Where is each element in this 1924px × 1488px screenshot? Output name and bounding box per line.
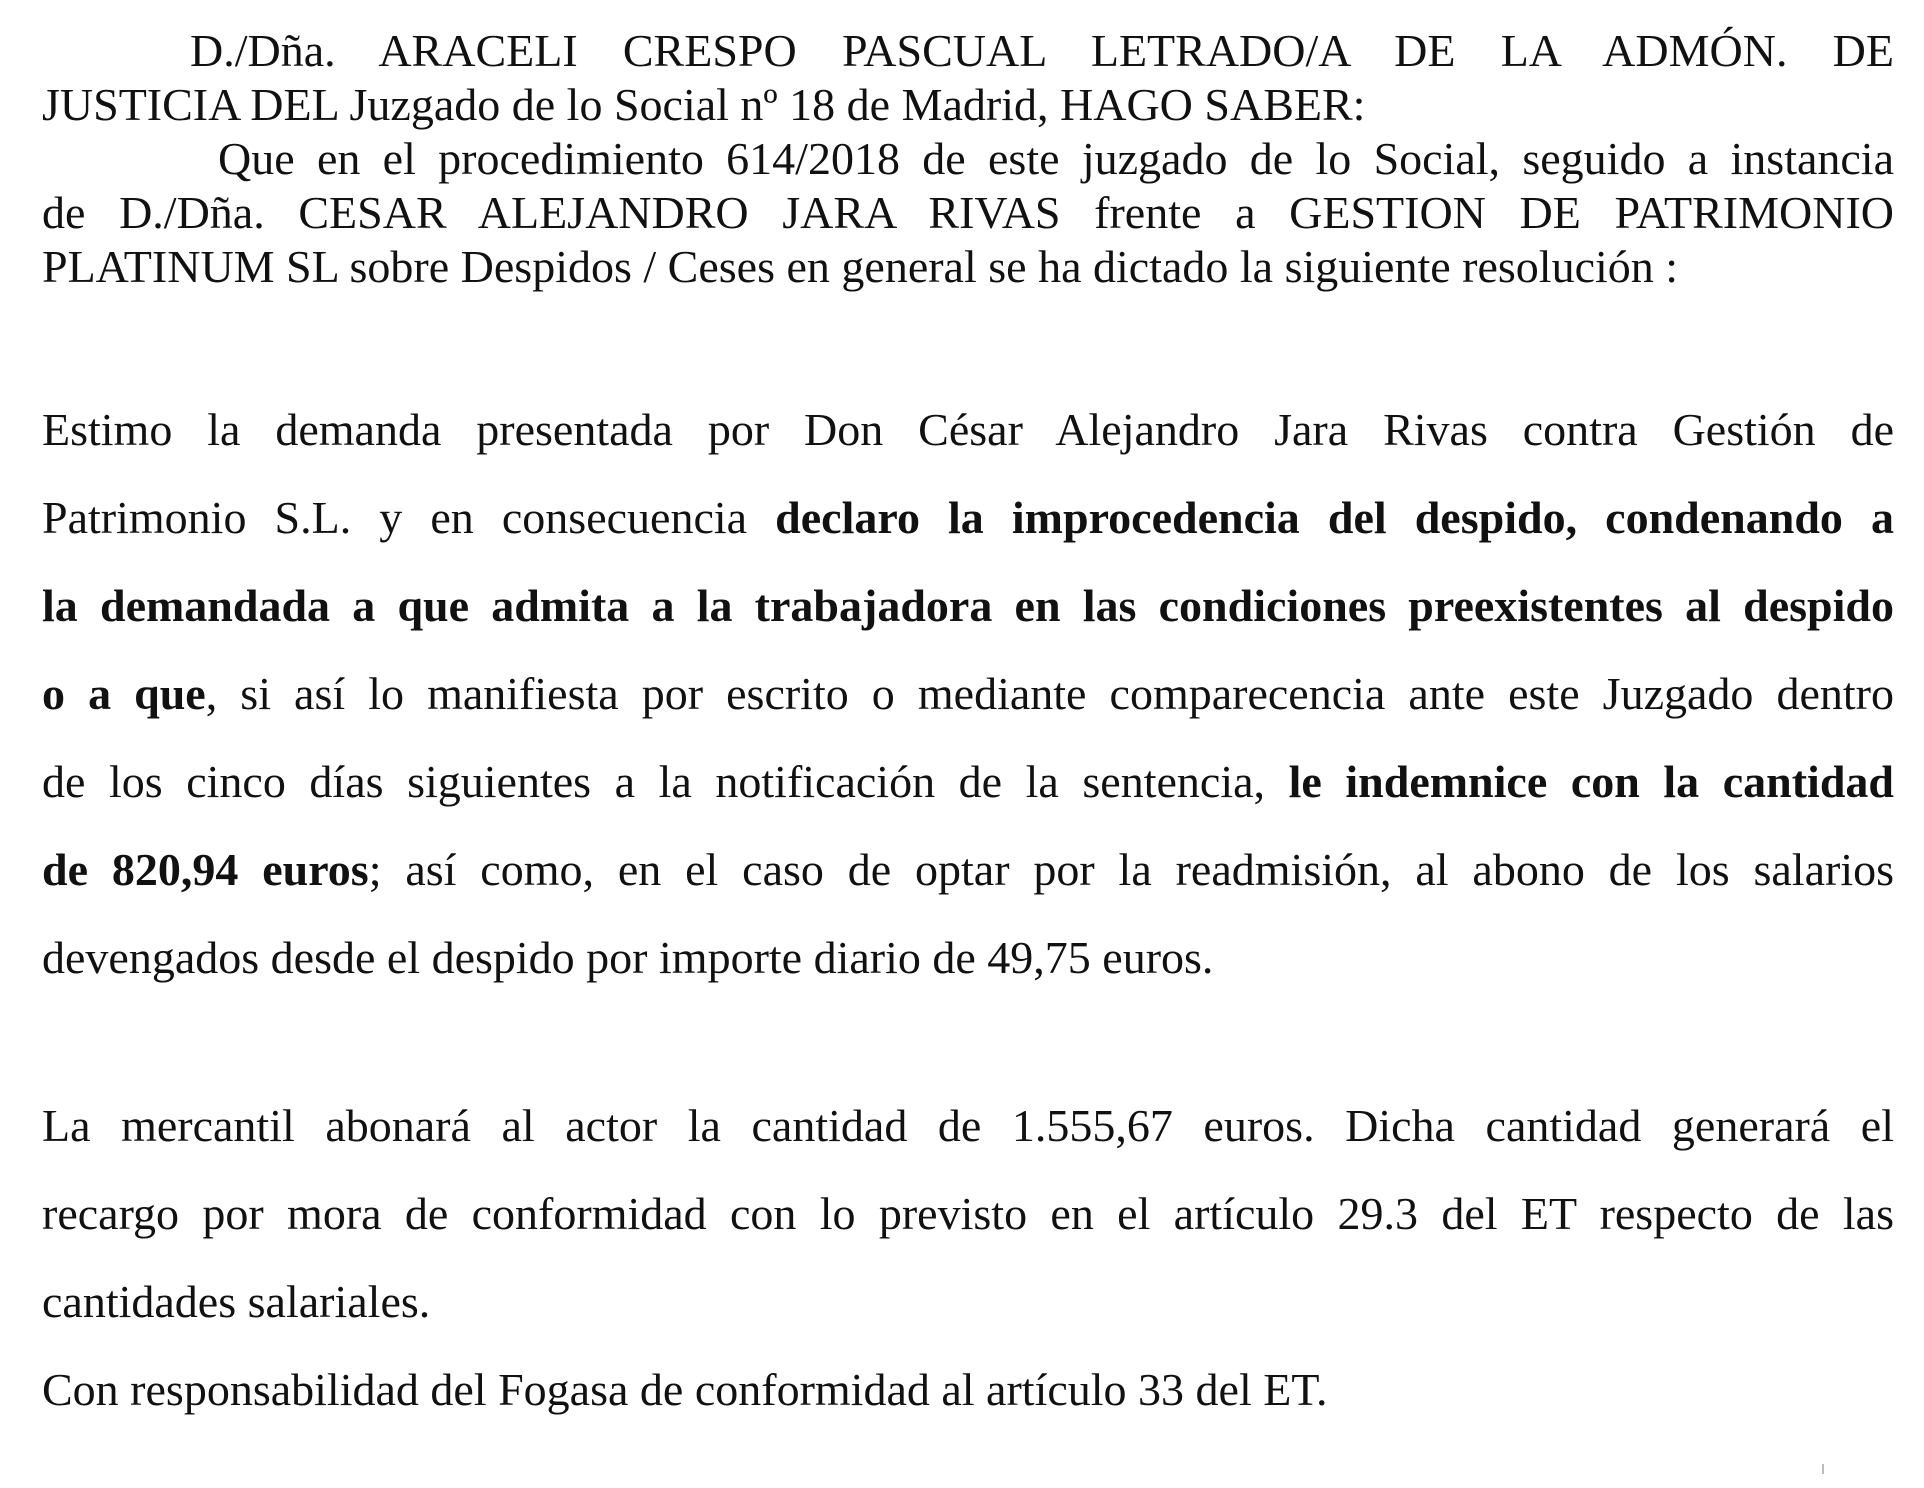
ruling-line-1: Estimo la demanda presentada por Don César Alejandro Jara Rivas contra Gestión de xyxy=(42,404,1894,455)
ruling-paragraph xyxy=(42,386,1894,1002)
ruling-bold-text: de 820,94 euros xyxy=(42,844,369,895)
payment-line-2: recargo por mora de conformidad con lo previsto en el artículo 29.3 del ET respecto de las xyxy=(42,1188,1894,1239)
ruling-bold-text: o a que xyxy=(42,668,206,719)
fogasa-line-1: Con responsabilidad del Fogasa de conformidad al artículo 33 del ET. xyxy=(42,1364,1328,1415)
ruling-bold-text: la demandada a que admita a la trabajadora en las condiciones preexistentes al despido xyxy=(42,580,1894,631)
ruling-bold-text: declaro la improcedencia del despido, condenando a xyxy=(775,492,1894,543)
ruling-line-3 xyxy=(42,562,1894,650)
document-page xyxy=(42,24,1894,1434)
fogasa-paragraph xyxy=(42,1346,1894,1434)
ruling-text: , si así lo manifiesta por escrito o mediante comparecencia ante este Juzgado dentro xyxy=(205,668,1894,719)
header-line-3: Que en el procedimiento 614/2018 de este juzgado de lo Social, seguido a instancia xyxy=(218,133,1894,184)
ruling-bold-text: le indemnice con la cantidad xyxy=(1288,756,1895,807)
header-line-1: D./Dña. ARACELI CRESPO PASCUAL LETRADO/A DE LA ADMÓN. DE xyxy=(190,25,1894,76)
ruling-line-7: devengados desde el despido por importe diario de 49,75 euros. xyxy=(42,932,1214,983)
notice-header xyxy=(42,24,1894,294)
header-line-2: JUSTICIA DEL Juzgado de lo Social nº 18 de Madrid, HAGO SABER: xyxy=(42,79,1366,130)
scan-mark xyxy=(1822,1464,1824,1474)
ruling-line-5 xyxy=(42,738,1894,826)
ruling-text: Patrimonio S.L. y en consecuencia xyxy=(42,492,776,543)
payment-paragraph xyxy=(42,1082,1894,1346)
payment-line-3: cantidades salariales. xyxy=(42,1276,431,1327)
ruling-line-6 xyxy=(42,826,1894,914)
ruling-line-4 xyxy=(42,650,1894,738)
payment-line-1: La mercantil abonará al actor la cantidad de 1.555,67 euros. Dicha cantidad generará el xyxy=(42,1100,1894,1151)
header-line-4: de D./Dña. CESAR ALEJANDRO JARA RIVAS frente a GESTION DE PATRIMONIO xyxy=(42,187,1894,238)
header-line-5: PLATINUM SL sobre Despidos / Ceses en general se ha dictado la siguiente resolución : xyxy=(42,241,1679,292)
ruling-text: de los cinco días siguientes a la notificación de la sentencia, xyxy=(42,756,1289,807)
ruling-line-2 xyxy=(42,474,1894,562)
ruling-text: ; así como, en el caso de optar por la readmisión, al abono de los salarios xyxy=(368,844,1894,895)
